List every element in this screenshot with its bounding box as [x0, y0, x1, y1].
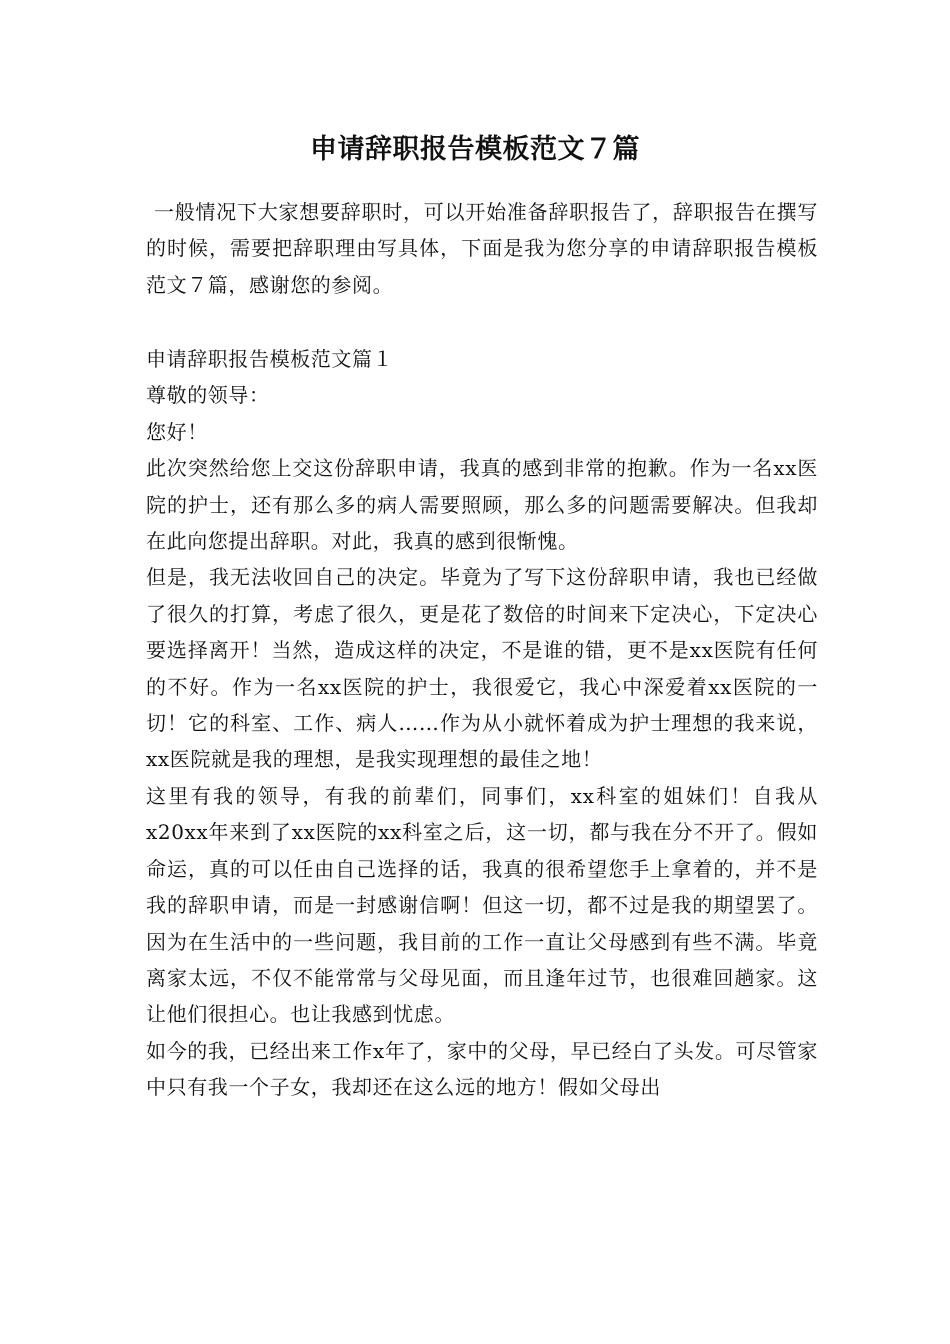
greeting: 您好！ [146, 419, 208, 444]
section-heading: 申请辞职报告模板范文篇１ [146, 347, 394, 371]
body-paragraph: 这里有我的领导，有我的前辈们，同事们，xx科室的姐妹们！自我从x20xx年来到了xx医院的xx科室之后，这一切，都与我在分不开了。假如命运，真的可以任由自己选择的话，我真的很希望您手上拿着的，并不是我的辞职申请，而是一封感谢信啊！但这一切，都不过是我的期望罢了。因为在生活中的一些问题，我目前的工作一直让父母感到有些不满。毕竟离家太远，不仅不能常常与父母见面，而且逢年过节，也很难回趟家。这让他们很担心。也让我感到忧虑。 [146, 783, 818, 1027]
document-title: 申请辞职报告模板范文７篇 [310, 134, 640, 165]
body-paragraph: 但是，我无法收回自己的决定。毕竟为了写下这份辞职申请，我也已经做了很久的打算，考虑了很久，更是花了数倍的时间来下定决心，下定决心要选择离开！当然，造成这样的决定，不是谁的错，更不是xx医院有任何的不好。作为一名xx医院的护士，我很爱它，我心中深爱着xx医院的一切！它的科室、工作、病人……作为从小就怀着成为护士理想的我来说，xx医院就是我的理想，是我实现理想的最佳之地！ [146, 565, 818, 772]
salutation: 尊敬的领导： [146, 383, 270, 408]
body-paragraph: 如今的我，已经出来工作x年了，家中的父母，早已经白了头发。可尽管家中只有我一个子女，我却还在这么远的地方！假如父母出 [146, 1038, 818, 1100]
letter-body [146, 341, 818, 1106]
intro-paragraph: 一般情况下大家想要辞职时，可以开始准备辞职报告了，辞职报告在撰写的时候，需要把辞职理由写具体，下面是我为您分享的申请辞职报告模板范文７篇，感谢您的参阅。 [146, 200, 818, 297]
body-paragraph: 此次突然给您上交这份辞职申请，我真的感到非常的抱歉。作为一名xx医院的护士，还有那么多的病人需要照顾，那么多的问题需要解决。但我却在此向您提出辞职。对此，我真的感到很惭愧。 [146, 456, 818, 554]
